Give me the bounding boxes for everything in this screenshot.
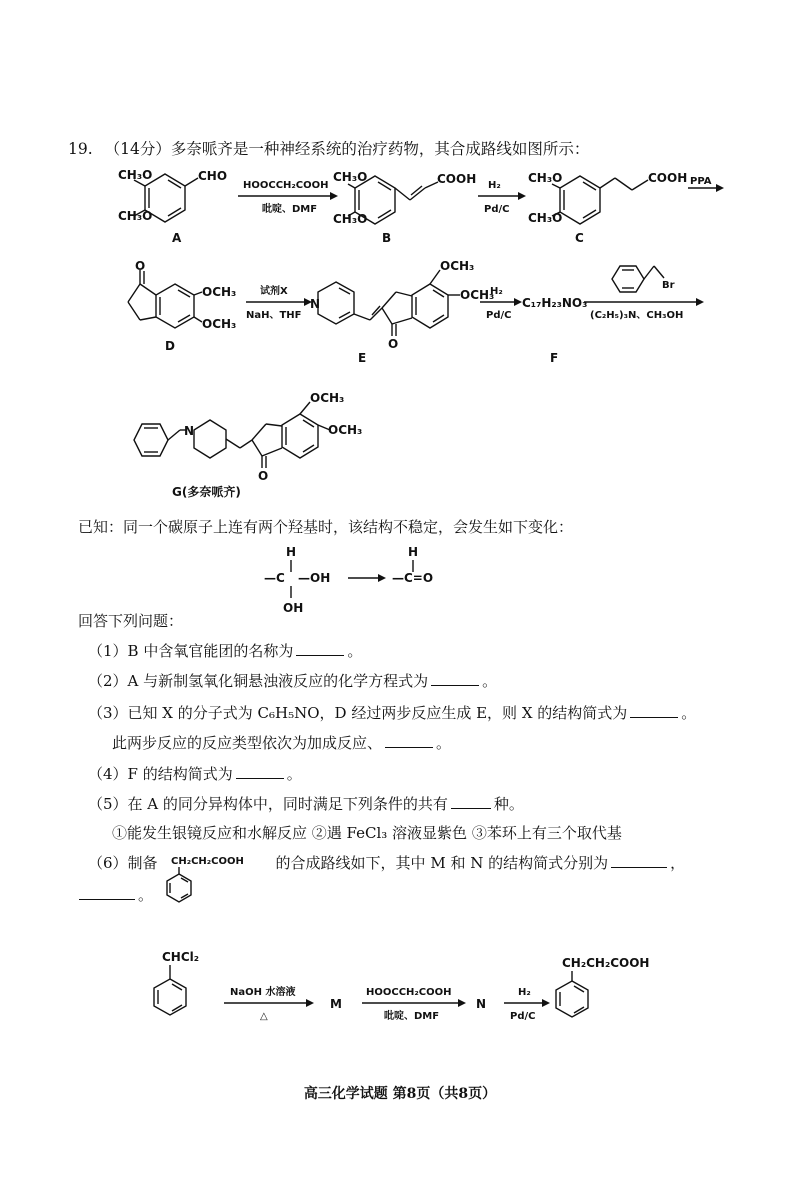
a-substituent-1: CH₃O: [118, 168, 153, 182]
q3a-blank[interactable]: [630, 703, 678, 718]
q1-text: （1）B 中含氧官能团的名称为: [88, 642, 294, 660]
compound-f: [522, 296, 587, 365]
route-intermediate-n: N: [476, 997, 487, 1011]
question-5: [88, 793, 524, 815]
step2-reagent: H₂: [488, 180, 501, 191]
page-footer: 高三化学试题 第8页（共8页）: [303, 1086, 497, 1102]
label-c: C: [575, 231, 584, 245]
gem-diol-h: H: [286, 545, 297, 559]
step4-conditions: NaH、THF: [246, 310, 302, 321]
label-a: A: [172, 231, 182, 245]
q2-end: 。: [482, 672, 498, 690]
b-substituent-2: CH₃O: [333, 212, 368, 226]
question-number: 19.: [68, 140, 93, 158]
q4-end: 。: [286, 765, 302, 783]
e-substituent-2: OCH₃: [460, 288, 495, 302]
q3a-end: 。: [681, 704, 697, 722]
compound-e: [310, 259, 494, 365]
e-substituent-1: OCH₃: [440, 259, 475, 273]
compound-a: [118, 168, 227, 245]
question-1: [88, 640, 362, 662]
question-5-conditions: ①能发生银镜反应和水解反应 ②遇 FeCl₃ 溶液显紫色 ③苯环上有三个取代基: [112, 824, 622, 842]
label-f: F: [550, 351, 559, 365]
e-pyridine-n: N: [310, 297, 321, 311]
gem-diol-oh-bottom: OH: [283, 601, 304, 615]
step2-conditions: Pd/C: [484, 204, 510, 215]
q6-middle: 的合成路线如下，其中 M 和 N 的结构简式分别为: [275, 854, 609, 872]
compound-g: [120, 390, 440, 500]
gem-diol-oh-right: —OH: [298, 571, 331, 585]
question-3b: [112, 732, 451, 754]
scheme-row-1: [0, 160, 800, 270]
step5-reagent: H₂: [490, 286, 503, 297]
q6-target-chain: CH₂CH₂COOH: [171, 856, 244, 867]
q6-blank-m[interactable]: [611, 853, 667, 868]
compound-c: [528, 171, 687, 245]
step1-reagent: HOOCCH₂COOH: [243, 180, 329, 191]
q6-comma: ，: [670, 854, 686, 872]
g-carbonyl-o: O: [258, 469, 269, 483]
question-title: [68, 138, 589, 160]
route-step2-conditions: 吡啶、DMF: [384, 1011, 440, 1022]
a-aldehyde-group: CHO: [198, 169, 228, 183]
route-step1-reagent: NaOH 水溶液: [230, 987, 296, 998]
compound-d: [128, 259, 236, 353]
step6-bromide: Br: [662, 280, 675, 291]
d-substituent-1: OCH₃: [202, 285, 237, 299]
g-substituent-2: OCH₃: [328, 423, 363, 437]
a-substituent-2: CH₃O: [118, 209, 153, 223]
route-step2-reagent: HOOCCH₂COOH: [366, 987, 452, 998]
q6-blank-n[interactable]: [79, 885, 135, 900]
arrow-step-6: [584, 266, 704, 321]
d-substituent-2: OCH₃: [202, 317, 237, 331]
arrow-step-1: [238, 180, 338, 215]
scheme-row-2: [0, 259, 800, 372]
arrow-step-4: [246, 284, 312, 321]
aldehyde-h: H: [408, 545, 419, 559]
question-2: [88, 670, 497, 692]
q6-end: 。: [138, 886, 154, 904]
q3b-end: 。: [436, 734, 452, 752]
c-acid-group: COOH: [648, 171, 688, 185]
b-substituent-1: CH₃O: [333, 170, 368, 184]
f-formula: C₁₇H₂₃NO₃: [522, 296, 588, 310]
q4-blank[interactable]: [236, 764, 284, 779]
question-4: [88, 763, 302, 785]
step3-reagent: PPA: [690, 176, 712, 187]
route-product-chain: CH₂CH₂COOH: [562, 956, 650, 970]
e-carbonyl-o: O: [388, 337, 399, 351]
q2-text: （2）A 与新制氢氧化铜悬浊液反应的化学方程式为: [88, 672, 429, 690]
label-e: E: [358, 351, 367, 365]
label-b: B: [382, 231, 392, 245]
q6-text: （6）制备: [88, 854, 158, 872]
q3b-text: 此两步反应的反应类型依次为加成反应、: [112, 734, 383, 752]
gem-diol-transformation: [262, 540, 502, 620]
question-3a: [88, 702, 696, 724]
q5-end: 种。: [493, 795, 524, 813]
q5-blank[interactable]: [451, 794, 491, 809]
route-intermediate-m: M: [330, 997, 342, 1011]
compound-b: [333, 170, 476, 245]
answer-header: 回答下列问题：: [78, 612, 184, 630]
q6-target-structure: [165, 850, 285, 910]
step6-conditions: (C₂H₅)₃N、CH₃OH: [590, 310, 684, 321]
question-6-cont: [76, 884, 153, 906]
label-g: G(多奈哌齐): [172, 485, 241, 499]
route-step1-condition: △: [260, 1011, 268, 1022]
step4-reagent: 试剂X: [260, 286, 288, 297]
q2-blank[interactable]: [431, 671, 479, 686]
step5-conditions: Pd/C: [486, 310, 512, 321]
question-text: （14分）多奈哌齐是一种神经系统的治疗药物，其合成路线如图所示：: [104, 140, 590, 158]
c-substituent-1: CH₃O: [528, 171, 563, 185]
route-start-group: CHCl₂: [162, 950, 200, 964]
aldehyde-carbonyl: —C=O: [392, 571, 434, 585]
arrow-step-2: [478, 180, 526, 215]
c-substituent-2: CH₃O: [528, 211, 563, 225]
label-d: D: [165, 339, 175, 353]
q1-end: 。: [347, 642, 363, 660]
b-acid-group: COOH: [437, 172, 477, 186]
route-step3-conditions: Pd/C: [510, 1011, 536, 1022]
arrow-step-3: [688, 176, 724, 192]
d-carbonyl-o: O: [135, 259, 146, 273]
route-step3-reagent: H₂: [518, 987, 531, 998]
g-piperidine-n: N: [184, 424, 195, 438]
q3b-blank[interactable]: [385, 733, 433, 748]
known-text: 已知：同一个碳原子上连有两个羟基时，该结构不稳定，会发生如下变化：: [78, 518, 574, 536]
q4-text: （4）F 的结构简式为: [88, 765, 233, 783]
q1-blank[interactable]: [296, 641, 344, 656]
g-substituent-1: OCH₃: [310, 391, 345, 405]
gem-diol-carbon: —C: [264, 571, 285, 585]
step1-conditions: 吡啶、DMF: [262, 204, 318, 215]
q3a-text: （3）已知 X 的分子式为 C₆H₅NO，D 经过两步反应生成 E，则 X 的结构简式为: [88, 704, 628, 722]
q5-text: （5）在 A 的同分异构体中，同时满足下列条件的共有: [88, 795, 448, 813]
q6-route: [140, 945, 700, 1045]
